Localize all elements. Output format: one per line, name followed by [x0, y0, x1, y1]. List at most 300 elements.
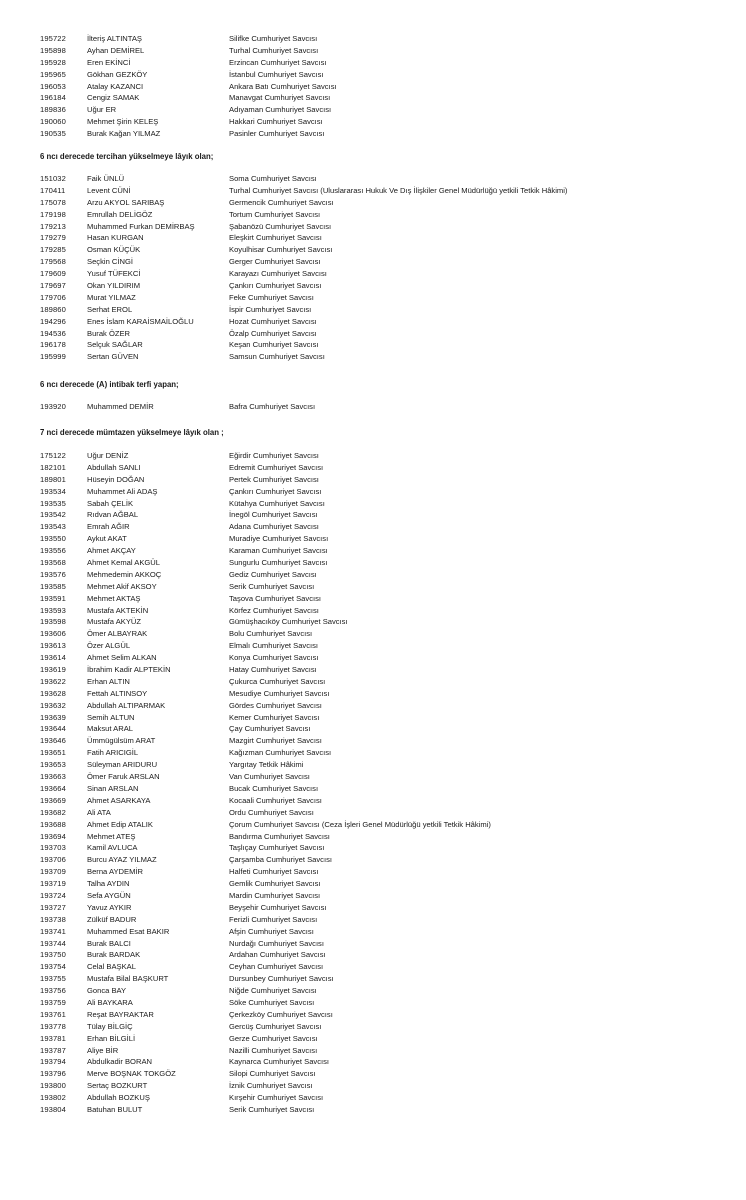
person-name: Merve BOŞNAK TOKGÖZ	[87, 1069, 176, 1079]
person-name: Berna AYDEMİR	[87, 867, 143, 877]
list-item	[0, 185, 746, 197]
assignment: Samsun Cumhuriyet Savcısı	[229, 352, 325, 362]
list-item	[0, 783, 746, 795]
assignment: İstanbul Cumhuriyet Savcısı	[229, 69, 324, 79]
list-item	[0, 938, 746, 950]
assignment: Ceyhan Cumhuriyet Savcısı	[229, 962, 324, 972]
assignment: Dursunbey Cumhuriyet Savcısı	[229, 974, 334, 984]
person-name: Ayhan DEMİREL	[87, 45, 145, 55]
list-item	[0, 486, 746, 498]
list-item	[0, 232, 746, 244]
sicil-number: 193663	[40, 772, 66, 782]
person-name: Murat YILMAZ	[87, 292, 136, 302]
person-name: Rıdvan AĞBAL	[87, 510, 139, 520]
assignment: Elmalı Cumhuriyet Savcısı	[229, 641, 319, 651]
sicil-number: 179213	[40, 221, 66, 231]
assignment: Feke Cumhuriyet Savcısı	[229, 292, 314, 302]
person-name: Zülküf BADUR	[87, 914, 137, 924]
sicil-number: 193688	[40, 819, 66, 829]
sicil-number: 190535	[40, 129, 66, 139]
list-item	[0, 268, 746, 280]
person-name: Ömer ALBAYRAK	[87, 629, 148, 639]
person-name: Ahmet ASARKAYA	[87, 795, 151, 805]
sicil-number: 170411	[40, 185, 66, 195]
person-name: İlteriş ALTINTAŞ	[87, 34, 142, 43]
list-item	[0, 902, 746, 914]
list-item	[0, 474, 746, 486]
sicil-number: 193804	[40, 1104, 66, 1114]
sicil-number: 179285	[40, 245, 66, 255]
list-item	[0, 221, 746, 233]
assignment: Karayazı Cumhuriyet Savcısı	[229, 269, 327, 279]
sicil-number: 194536	[40, 328, 66, 338]
list-item	[0, 92, 746, 104]
person-name: Özer ALGÜL	[87, 641, 131, 651]
sicil-number: 193727	[40, 902, 66, 912]
person-name: Gökhan GEZKÖY	[87, 69, 148, 79]
list-item	[0, 712, 746, 724]
sicil-number: 193787	[40, 1045, 66, 1055]
person-name: Cengiz SAMAK	[87, 93, 140, 103]
sicil-number: 196178	[40, 340, 66, 350]
list-item	[0, 45, 746, 57]
person-name: Abdullah BOZKUŞ	[87, 1093, 150, 1103]
sicil-number: 179198	[40, 209, 66, 219]
assignment: Niğde Cumhuriyet Savcısı	[229, 986, 317, 996]
assignment: Gerger Cumhuriyet Savcısı	[229, 257, 321, 267]
sicil-number: 193651	[40, 748, 66, 758]
list-intibak	[0, 401, 746, 413]
assignment: Nurdağı Cumhuriyet Savcısı	[229, 938, 324, 948]
sicil-number: 193703	[40, 843, 66, 853]
sicil-number: 193632	[40, 700, 66, 710]
person-name: Sefa AYGÜN	[87, 890, 131, 900]
list-item	[0, 1033, 746, 1045]
person-name: Emrullah DELİGÖZ	[87, 209, 153, 219]
assignment: Keşan Cumhuriyet Savcısı	[229, 340, 319, 350]
list-item	[0, 1068, 746, 1080]
person-name: Burak ÖZER	[87, 328, 131, 338]
assignment: Taşlıçay Cumhuriyet Savcısı	[229, 843, 325, 853]
list-item	[0, 256, 746, 268]
sicil-number: 193646	[40, 736, 66, 746]
person-name: Semih ALTUN	[87, 712, 135, 722]
assignment: Mesudiye Cumhuriyet Savcısı	[229, 688, 330, 698]
assignment: Gördes Cumhuriyet Savcısı	[229, 700, 322, 710]
sicil-number: 193653	[40, 760, 66, 770]
list-item	[0, 1092, 746, 1104]
assignment: Germencik Cumhuriyet Savcısı	[229, 197, 334, 207]
assignment: Eleşkirt Cumhuriyet Savcısı	[229, 233, 322, 243]
assignment: Silifke Cumhuriyet Savcısı	[229, 34, 318, 43]
list-item	[0, 69, 746, 81]
sicil-number: 193598	[40, 617, 66, 627]
assignment: Gümüşhacıköy Cumhuriyet Savcısı	[229, 617, 348, 627]
list-item	[0, 316, 746, 328]
list-item	[0, 557, 746, 569]
list-item	[0, 1056, 746, 1068]
list-item	[0, 616, 746, 628]
list-item	[0, 292, 746, 304]
person-name: Seçkin CİNGİ	[87, 257, 133, 267]
sicil-number: 193550	[40, 534, 66, 544]
assignment: İznik Cumhuriyet Savcısı	[229, 1081, 313, 1091]
person-name: Fatih ARICIGİL	[87, 748, 139, 758]
list-item	[0, 723, 746, 735]
person-name: Mehmet Şirin KELEŞ	[87, 117, 159, 127]
sicil-number: 193761	[40, 1009, 66, 1019]
list-item	[0, 533, 746, 545]
list-item	[0, 509, 746, 521]
assignment: Nazilli Cumhuriyet Savcısı	[229, 1045, 318, 1055]
assignment: Mardin Cumhuriyet Savcısı	[229, 890, 321, 900]
assignment: Çukurca Cumhuriyet Savcısı	[229, 676, 326, 686]
list-item	[0, 581, 746, 593]
list-item	[0, 1045, 746, 1057]
list-item	[0, 949, 746, 961]
list-item	[0, 545, 746, 557]
assignment: Turhal Cumhuriyet Savcısı	[229, 45, 319, 55]
list-item	[0, 351, 746, 363]
list-item	[0, 985, 746, 997]
list-item	[0, 209, 746, 221]
assignment: Söke Cumhuriyet Savcısı	[229, 997, 315, 1007]
assignment: Turhal Cumhuriyet Savcısı (Uluslararası Hukuk Ve Dış İlişkiler Genel Müdürlüğü yetkili Tetkik Hâkimi)	[229, 185, 568, 195]
sicil-number: 182101	[40, 462, 66, 472]
sicil-number: 193614	[40, 653, 66, 663]
assignment: Erzincan Cumhuriyet Savcısı	[229, 57, 327, 67]
list-item	[0, 640, 746, 652]
person-name: Kamil AVLUCA	[87, 843, 138, 853]
sicil-number: 193750	[40, 950, 66, 960]
list-continued	[0, 33, 746, 140]
sicil-number: 193591	[40, 593, 66, 603]
assignment: Gercüş Cumhuriyet Savcısı	[229, 1021, 322, 1031]
list-item	[0, 173, 746, 185]
list-item	[0, 450, 746, 462]
sicil-number: 195928	[40, 57, 66, 67]
assignment: Körfez Cumhuriyet Savcısı	[229, 605, 319, 615]
assignment: Koyulhisar Cumhuriyet Savcısı	[229, 245, 333, 255]
person-name: Ahmet AKÇAY	[87, 546, 136, 556]
sicil-number: 193622	[40, 676, 66, 686]
person-name: Eren EKİNCİ	[87, 57, 131, 67]
assignment: Çorum Cumhuriyet Savcısı (Ceza İşleri Genel Müdürlüğü yetkili Tetkik Hâkimi)	[229, 819, 491, 829]
person-name: Enes İslam KARAİSMAİLOĞLU	[87, 316, 194, 326]
person-name: Reşat BAYRAKTAR	[87, 1009, 154, 1019]
sicil-number: 193619	[40, 665, 66, 675]
assignment: Taşova Cumhuriyet Savcısı	[229, 593, 322, 603]
list-item	[0, 890, 746, 902]
list-item	[0, 104, 746, 116]
assignment: Tortum Cumhuriyet Savcısı	[229, 209, 321, 219]
assignment: Konya Cumhuriyet Savcısı	[229, 653, 319, 663]
person-name: Ahmet Kemal AKGÜL	[87, 558, 161, 568]
list-item	[0, 628, 746, 640]
sicil-number: 195965	[40, 69, 66, 79]
person-name: Sertan GÜVEN	[87, 352, 139, 362]
sicil-number: 193535	[40, 498, 66, 508]
assignment: Bucak Cumhuriyet Savcısı	[229, 783, 319, 793]
assignment: Karaman Cumhuriyet Savcısı	[229, 546, 328, 556]
assignment: Kemer Cumhuriyet Savcısı	[229, 712, 320, 722]
person-name: Burak BALCI	[87, 938, 131, 948]
sicil-number: 190060	[40, 117, 66, 127]
assignment: Sungurlu Cumhuriyet Savcısı	[229, 558, 328, 568]
person-name: Atalay KAZANCI	[87, 81, 144, 91]
sicil-number: 195999	[40, 352, 66, 362]
assignment: Hakkari Cumhuriyet Savcısı	[229, 117, 323, 127]
list-item	[0, 771, 746, 783]
sicil-number: 179279	[40, 233, 66, 243]
person-name: Mehmedemin AKKOÇ	[87, 569, 162, 579]
assignment: Muradiye Cumhuriyet Savcısı	[229, 534, 329, 544]
person-name: Süleyman ARIDURU	[87, 760, 158, 770]
assignment: Çankırı Cumhuriyet Savcısı	[229, 281, 322, 291]
section-heading-tercihan: 6 ncı derecede tercihan yükselmeye lâyık olan;	[40, 152, 214, 161]
person-name: Mehmet AKTAŞ	[87, 593, 141, 603]
person-name: Muhammed DEMİR	[87, 402, 154, 411]
person-name: Ahmet Edip ATALIK	[87, 819, 153, 829]
assignment: Kaynarca Cumhuriyet Savcısı	[229, 1057, 330, 1067]
assignment: Hozat Cumhuriyet Savcısı	[229, 316, 317, 326]
person-name: Fettah ALTINSOY	[87, 688, 148, 698]
assignment: İspir Cumhuriyet Savcısı	[229, 304, 312, 314]
assignment: Çankırı Cumhuriyet Savcısı	[229, 486, 322, 496]
list-item	[0, 569, 746, 581]
assignment: Mazgirt Cumhuriyet Savcısı	[229, 736, 322, 746]
person-name: Muhammet Ali ADAŞ	[87, 486, 158, 496]
assignment: Çerkezköy Cumhuriyet Savcısı	[229, 1009, 333, 1019]
assignment: Manavgat Cumhuriyet Savcısı	[229, 93, 331, 103]
sicil-number: 151032	[40, 174, 66, 183]
list-item	[0, 866, 746, 878]
list-item	[0, 328, 746, 340]
sicil-number: 193754	[40, 962, 66, 972]
list-item	[0, 831, 746, 843]
assignment: Ankara Batı Cumhuriyet Savcısı	[229, 81, 337, 91]
person-name: Sertaç BOZKURT	[87, 1081, 148, 1091]
sicil-number: 193576	[40, 569, 66, 579]
person-name: Muhammed Furkan DEMİRBAŞ	[87, 221, 195, 231]
person-name: Sinan ARSLAN	[87, 783, 139, 793]
assignment: Bandırma Cumhuriyet Savcısı	[229, 831, 330, 841]
list-item	[0, 914, 746, 926]
sicil-number: 175122	[40, 451, 66, 460]
sicil-number: 189801	[40, 474, 66, 484]
sicil-number: 179568	[40, 257, 66, 267]
assignment: Şabanözü Cumhuriyet Savcısı	[229, 221, 332, 231]
person-name: Mustafa Bilal BAŞKURT	[87, 974, 169, 984]
list-item	[0, 688, 746, 700]
sicil-number: 196053	[40, 81, 66, 91]
assignment: Pertek Cumhuriyet Savcısı	[229, 474, 319, 484]
sicil-number: 193778	[40, 1021, 66, 1031]
sicil-number: 193664	[40, 783, 66, 793]
assignment: Gemlik Cumhuriyet Savcısı	[229, 879, 321, 889]
list-item	[0, 280, 746, 292]
list-item	[0, 854, 746, 866]
list-item	[0, 842, 746, 854]
list-item	[0, 961, 746, 973]
person-name: Aykut AKAT	[87, 534, 127, 544]
assignment: Beyşehir Cumhuriyet Savcısı	[229, 902, 327, 912]
person-name: Gonca BAY	[87, 986, 127, 996]
person-name: Arzu AKYOL SARIBAŞ	[87, 197, 165, 207]
list-item	[0, 1009, 746, 1021]
person-name: Talha AYDIN	[87, 879, 130, 889]
person-name: Maksut ARAL	[87, 724, 134, 734]
sicil-number: 179609	[40, 269, 66, 279]
sicil-number: 193802	[40, 1093, 66, 1103]
assignment: Çarşamba Cumhuriyet Savcısı	[229, 855, 332, 865]
person-name: Batuhan BULUT	[87, 1104, 143, 1114]
sicil-number: 193794	[40, 1057, 66, 1067]
person-name: Uğur DENİZ	[87, 451, 129, 460]
section-heading-intibak: 6 ncı derecede (A) intibak terfi yapan;	[40, 380, 179, 389]
list-item	[0, 878, 746, 890]
assignment: Soma Cumhuriyet Savcısı	[229, 174, 317, 183]
person-name: Faik ÜNLÜ	[87, 174, 125, 183]
sicil-number: 193613	[40, 641, 66, 651]
sicil-number: 193741	[40, 926, 66, 936]
assignment: Kocaali Cumhuriyet Savcısı	[229, 795, 322, 805]
sicil-number: 193639	[40, 712, 66, 722]
list-item	[0, 498, 746, 510]
person-name: Serhat EROL	[87, 304, 133, 314]
list-item	[0, 676, 746, 688]
sicil-number: 193744	[40, 938, 66, 948]
list-item	[0, 1080, 746, 1092]
person-name: Ömer Faruk ARSLAN	[87, 772, 160, 782]
list-item	[0, 462, 746, 474]
person-name: Hasan KURGAN	[87, 233, 144, 243]
list-item	[0, 759, 746, 771]
person-name: Ahmet Selim ALKAN	[87, 653, 157, 663]
person-name: Mehmet ATEŞ	[87, 831, 136, 841]
sicil-number: 193724	[40, 890, 66, 900]
person-name: Ali BAYKARA	[87, 997, 133, 1007]
sicil-number: 196184	[40, 93, 66, 103]
list-item	[0, 116, 746, 128]
assignment: Hatay Cumhuriyet Savcısı	[229, 665, 317, 675]
sicil-number: 193543	[40, 522, 66, 532]
list-item	[0, 700, 746, 712]
person-name: Osman KÜÇÜK	[87, 245, 141, 255]
sicil-number: 193706	[40, 855, 66, 865]
assignment: Gerze Cumhuriyet Savcısı	[229, 1033, 318, 1043]
person-name: Aliye BİR	[87, 1045, 119, 1055]
list-item	[0, 401, 746, 413]
sicil-number: 193756	[40, 986, 66, 996]
sicil-number: 193755	[40, 974, 66, 984]
person-name: Yavuz AYKIR	[87, 902, 132, 912]
person-name: Uğur ER	[87, 105, 117, 115]
sicil-number: 193738	[40, 914, 66, 924]
sicil-number: 193719	[40, 879, 66, 889]
list-item	[0, 593, 746, 605]
sicil-number: 193759	[40, 997, 66, 1007]
person-name: Mustafa AKTEKİN	[87, 605, 149, 615]
person-name: Hüseyin DOĞAN	[87, 474, 145, 484]
list-item	[0, 664, 746, 676]
sicil-number: 193534	[40, 486, 66, 496]
list-item	[0, 652, 746, 664]
assignment: Kütahya Cumhuriyet Savcısı	[229, 498, 325, 508]
assignment: Halfeti Cumhuriyet Savcısı	[229, 867, 319, 877]
sicil-number: 193669	[40, 795, 66, 805]
assignment: Adıyaman Cumhuriyet Savcısı	[229, 105, 332, 115]
sicil-number: 193593	[40, 605, 66, 615]
person-name: Celal BAŞKAL	[87, 962, 136, 972]
list-item	[0, 807, 746, 819]
sicil-number: 193568	[40, 558, 66, 568]
assignment: İnegöl Cumhuriyet Savcısı	[229, 510, 318, 520]
list-item	[0, 973, 746, 985]
person-name: Burak BARDAK	[87, 950, 141, 960]
sicil-number: 193709	[40, 867, 66, 877]
assignment: Kırşehir Cumhuriyet Savcısı	[229, 1093, 324, 1103]
list-item	[0, 197, 746, 209]
assignment: Edremit Cumhuriyet Savcısı	[229, 462, 324, 472]
assignment: Yargıtay Tetkik Hâkimi	[229, 760, 304, 770]
assignment: Ordu Cumhuriyet Savcısı	[229, 807, 314, 817]
person-name: Mustafa AKYÜZ	[87, 617, 142, 627]
person-name: Emrah AĞIR	[87, 522, 130, 532]
person-name: Muhammed Esat BAKIR	[87, 926, 170, 936]
assignment: Pasinler Cumhuriyet Savcısı	[229, 129, 325, 139]
list-item	[0, 128, 746, 140]
list-item	[0, 1104, 746, 1116]
sicil-number: 193585	[40, 581, 66, 591]
list-item	[0, 795, 746, 807]
person-name: Erhan ALTIN	[87, 676, 130, 686]
assignment: Eğirdir Cumhuriyet Savcısı	[229, 451, 319, 460]
sicil-number: 194296	[40, 316, 66, 326]
list-item	[0, 244, 746, 256]
sicil-number: 193606	[40, 629, 66, 639]
sicil-number: 193644	[40, 724, 66, 734]
assignment: Serik Cumhuriyet Savcısı	[229, 581, 315, 591]
assignment: Ferizli Cumhuriyet Savcısı	[229, 914, 318, 924]
sicil-number: 193542	[40, 510, 66, 520]
person-name: Abdullah ALTIPARMAK	[87, 700, 166, 710]
assignment: Bafra Cumhuriyet Savcısı	[229, 402, 316, 411]
sicil-number: 195898	[40, 45, 66, 55]
person-name: Ümmügülsüm ARAT	[87, 736, 156, 746]
person-name: Yusuf TÜFEKCİ	[87, 269, 141, 279]
assignment: Kağızman Cumhuriyet Savcısı	[229, 748, 332, 758]
list-item	[0, 747, 746, 759]
sicil-number: 193796	[40, 1069, 66, 1079]
person-name: Selçuk SAĞLAR	[87, 340, 143, 350]
sicil-number: 195722	[40, 34, 66, 43]
sicil-number: 193800	[40, 1081, 66, 1091]
list-item	[0, 1021, 746, 1033]
sicil-number: 193682	[40, 807, 66, 817]
person-name: Burak Kağan YILMAZ	[87, 129, 161, 139]
list-item	[0, 997, 746, 1009]
person-name: Sabah ÇELİK	[87, 498, 134, 508]
person-name: Levent CÜNİ	[87, 185, 131, 195]
person-name: İbrahim Kadir ALPTEKİN	[87, 665, 171, 675]
sicil-number: 193781	[40, 1033, 66, 1043]
list-item	[0, 819, 746, 831]
list-item	[0, 33, 746, 45]
assignment: Ardahan Cumhuriyet Savcısı	[229, 950, 326, 960]
person-name: Okan YILDIRIM	[87, 281, 141, 291]
list-tercihan	[0, 173, 746, 363]
